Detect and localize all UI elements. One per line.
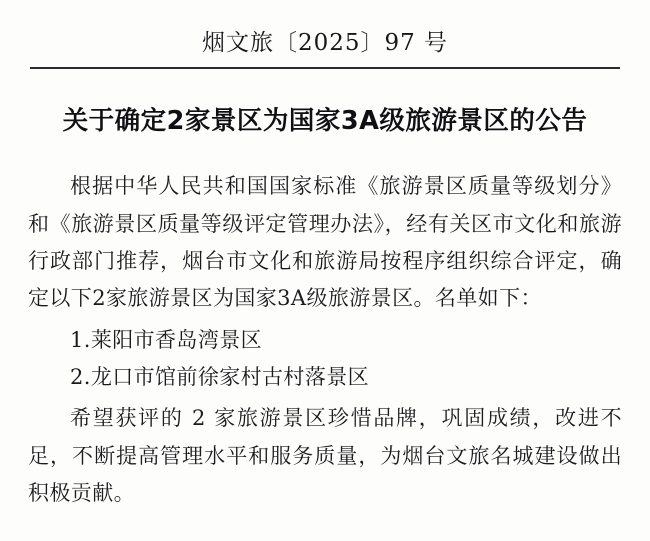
document-body [28,168,622,512]
header-divider-rule [30,67,620,69]
list-item: 2.龙口市馆前徐家村古村落景区 [70,365,370,390]
scenic-area-list [28,322,622,397]
body-paragraph: 根据中华人民共和国国家标准《旅游景区质量等级划分》和《旅游景区质量等级评定管理办法》，经有关区市文化和旅游行政部门推荐，烟台市文化和旅游局按程序组织综合评定，确定以下2家旅游景区为国家3A级旅游景区。名单如下： [28,174,622,311]
document-number: 烟文旅〔2025〕97 号 [201,30,449,56]
list-item: 1.莱阳市香岛湾景区 [70,327,263,352]
closing-paragraph: 希望获评的 2 家旅游景区珍惜品牌，巩固成绩，改进不足，不断提高管理水平和服务质量，为烟台文旅名城建设做出积极贡献。 [28,406,622,506]
page-title: 关于确定2家景区为国家3A级旅游景区的公告 [62,106,588,136]
